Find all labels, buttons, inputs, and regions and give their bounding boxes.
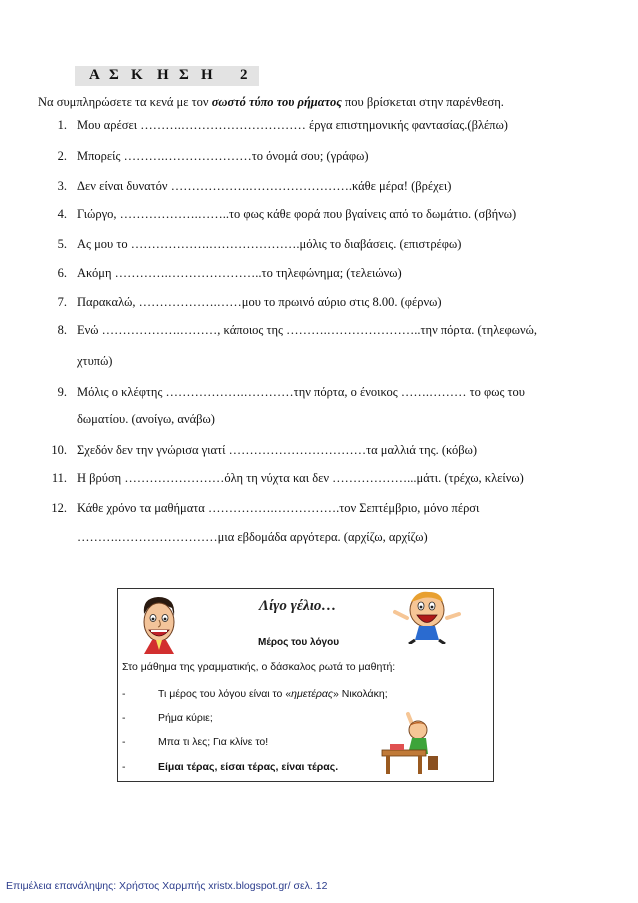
title-letter: Α — [89, 67, 101, 83]
joke-line-4: - Είμαι τέρας, είσαι τέρας, είναι τέρας. — [122, 761, 339, 773]
exercise-item-12: 12. Κάθε χρόνο τα μαθήματα …………….…………….τον Σεπτέμβριο, μόνο πέρσι — [51, 501, 480, 515]
exercise-item-8-continuation: χτυπώ) — [77, 354, 113, 368]
exercise-item-9-continuation: δωματίου. (ανοίγω, ανάβω) — [77, 412, 215, 426]
exercise-item-12-continuation: ……….……………………μια εβδομάδα αργότερα. (αρχίζω, αρχίζω) — [77, 530, 428, 544]
exercise-item-10: 10. Σχεδόν δεν την γνώρισα γιατί ……………………………τα μαλλιά της. (κόβω) — [51, 443, 478, 457]
exercise-item-4: 4. Γιώργο, ……………….……..το φως κάθε φορά που βγαίνεις από το δωμάτιο. (σβήνω) — [57, 207, 517, 221]
title-letter: Κ — [131, 67, 144, 83]
exercise-item-2: 2. Μπορείς ……….…………………το όνομά σου; (γράφω) — [57, 149, 369, 163]
title-letter: Η — [201, 67, 214, 83]
exercise-title — [75, 66, 259, 86]
laughing-kid-icon — [393, 588, 461, 644]
title-letter: Σ — [179, 67, 190, 83]
joke-intro: Στο μάθημα της γραμματικής, ο δάσκαλος ρωτά το μαθητή: — [122, 661, 396, 673]
exercise-item-9: 9. Μόλις ο κλέφτης ……………….…………την πόρτα, ο ένοικος …….……… το φως του — [57, 385, 525, 399]
exercise-item-8: 8. Ενώ ……………….………, κάποιος της ……….…………………..την πόρτα. (τηλεφωνώ, — [57, 323, 537, 337]
instruction: Να συμπληρώσετε τα κενά με τον σωστό τύπο του ρήματος που βρίσκεται στην παρένθεση. — [38, 95, 504, 109]
exercise-item-11: 11. Η βρύση ……………………όλη τη νύχτα και δεν ………………...μάτι. (τρέχω, κλείνω) — [51, 471, 524, 485]
joke-line-1: - Τι μέρος του λόγου είναι το «ημετέρας» Νικολάκη; — [122, 688, 388, 700]
exercise-item-5: 5. Ας μου το ……………….………………….μόλις το διαβάσεις. (επιστρέφω) — [57, 237, 462, 251]
exercise-item-1: 1. Μου αρέσει ……….………………………… έργα επιστημονικής φαντασίας.(βλέπω) — [57, 118, 508, 132]
smiling-man-icon — [136, 594, 182, 656]
joke-line-2: - Ρήμα κύριε; — [122, 712, 213, 724]
exercise-item-7: 7. Παρακαλώ, ……………….……μου το πρωινό αύριο στις 8.00. (φέρνω) — [57, 295, 442, 309]
exercise-item-3: 3. Δεν είναι δυνατόν ……………….…………………….κάθε μέρα! (βρέχει) — [57, 179, 452, 193]
joke-line-3: - Μπα τι λες; Για κλίνε το! — [122, 736, 269, 748]
exercise-item-6: 6. Ακόμη ………….…………………..το τηλεφώνημα; (τελειώνω) — [57, 266, 402, 280]
title-number: 2 — [240, 67, 249, 83]
joke-subtitle: Μέρος του λόγου — [258, 637, 340, 648]
title-letter: Σ — [109, 67, 120, 83]
page-footer: Επιμέλεια επανάληψης: Χρήστος Χαρμπής xristx.blogspot.gr/ σελ. 12 — [6, 880, 328, 892]
title-letter: Η — [157, 67, 170, 83]
joke-title: Λίγο γέλιο… — [259, 598, 337, 614]
instruction-emphasis: σωστό τύπο του ρήματος — [211, 95, 342, 109]
